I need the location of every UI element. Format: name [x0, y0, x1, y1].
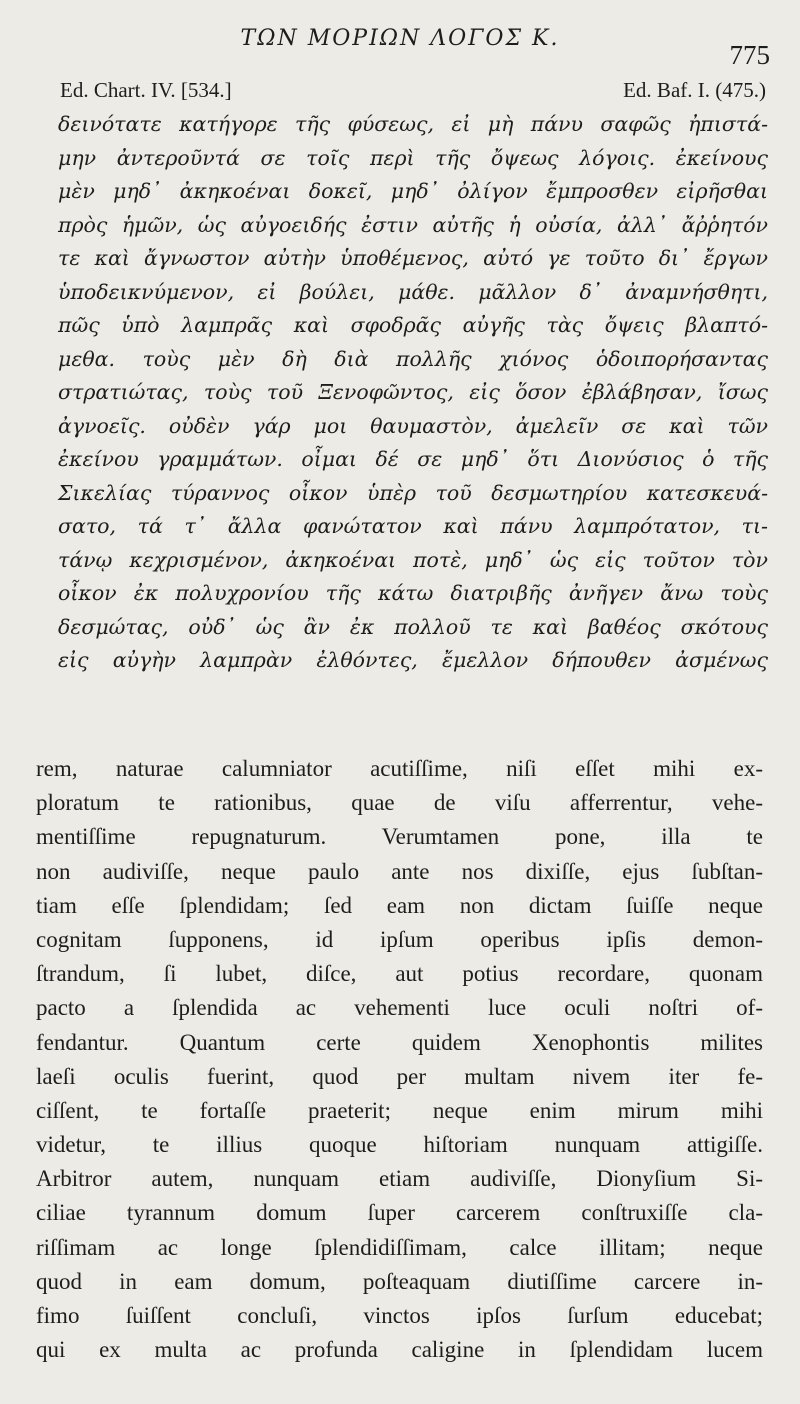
greek-text-line: δεινότατε κατήγορε τῆς φύσεως, εἰ μὴ πάνυ σαφῶς ἠπιστά- — [58, 112, 768, 136]
greek-text-line: μεθα. τοὺς μὲν δὴ διὰ πολλῆς χιόνος ὁδοιπορήσαντας — [58, 346, 768, 371]
latin-text-line: quod in eam domum, poſteaquam diutiſſime carcere in- — [36, 1268, 763, 1294]
latin-text-line: Arbitror autem, nunquam etiam audiviſſe, Dionyſium Si- — [36, 1166, 763, 1192]
greek-text-line: τε καὶ ἄγνωστον αὐτὴν ὑποθέμενος, αὐτό γε τοῦτο δι᾽ ἔργων — [58, 246, 768, 270]
page-number: 775 — [729, 40, 770, 70]
latin-text-line: mentiſſime repugnaturum. Verumtamen pone, illa te — [36, 824, 763, 850]
greek-text-line: δεσμώτας, οὐδ᾽ ὡς ἂν ἐκ πολλοῦ τε καὶ βαθέος σκότους — [58, 614, 768, 639]
running-title: ΤΩΝ ΜΟΡΙΩΝ ΛΟΓΟΣ Κ. — [240, 26, 560, 51]
latin-text-line: fimo ſuiſſent concluſi, vinctos ipſos ſurſum educebat; — [36, 1303, 763, 1328]
greek-text-line: ἀγνοεῖς. οὐδὲν γάρ μοι θαυμαστὸν, ἀμελεῖν σε καὶ τῶν — [58, 413, 768, 438]
greek-text-line: Σικελίας τύραννος οἶκον ὑπὲρ τοῦ δεσμωτηρίου κατεσκευά- — [58, 480, 768, 505]
greek-text-line: σατο, τά τ᾽ ἄλλα φανώτατον καὶ πάνυ λαμπρότατον, τι- — [58, 514, 768, 538]
latin-text-line: fendantur. Quantum certe quidem Xenophontis milites — [36, 1029, 763, 1055]
greek-text-block — [58, 108, 768, 678]
latin-text-block — [36, 752, 763, 1367]
latin-text-line: pacto a ſplendida ac vehementi luce oculi noſtri of- — [36, 995, 763, 1021]
latin-text-line: videtur, te illius quoque hiſtoriam nunquam attigiſſe. — [36, 1132, 763, 1158]
latin-text-line: ciliae tyrannum domum ſuper carcerem conſtruxiſſe cla- — [36, 1200, 763, 1226]
greek-text-line: εἰς αὐγὴν λαμπρὰν ἐλθόντες, ἔμελλον δήπουθεν ἀσμένως — [58, 648, 768, 672]
latin-text-line: laeſi oculis fuerint, quod per multam nivem iter fe- — [36, 1063, 763, 1089]
latin-text-line: ciſſent, te fortaſſe praeterit; neque enim mirum mihi — [36, 1097, 763, 1123]
greek-text-line: ἐκείνου γραμμάτων. οἶμαι δέ σε μηδ᾽ ὅτι Διονύσιος ὁ τῆς — [58, 447, 768, 471]
greek-text-line: πῶς ὑπὸ λαμπρᾶς καὶ σφοδρᾶς αὐγῆς τὰς ὄψεις βλαπτό- — [58, 313, 768, 337]
latin-text-line: non audiviſſe, neque paulo ante nos dixiſſe, ejus ſubſtan- — [36, 858, 763, 884]
edition-references — [60, 78, 766, 103]
latin-text-line: rem, naturae calumniator acutiſſime, niſi eſſet mihi ex- — [36, 756, 763, 781]
latin-text-line: ſtrandum, ſi lubet, diſce, aut potius recordare, quonam — [36, 961, 763, 987]
greek-text-line: ὑποδεικνύμενον, εἰ βούλει, μάθε. μᾶλλον δ᾽ ἀναμνήσθητι, — [58, 279, 768, 304]
latin-text-line: ploratum te rationibus, quae de viſu afferrentur, vehe- — [36, 790, 763, 816]
greek-text-line: μὲν μηδ᾽ ἀκηκοέναι δοκεῖ, μηδ᾽ ὀλίγον ἔμπροσθεν εἰρῆσθαι — [58, 179, 768, 203]
greek-text-line: πρὸς ἡμῶν, ὡς αὐγοειδής ἐστιν αὐτῆς ἡ οὐσία, ἀλλ᾽ ἄῤῥητόν — [58, 212, 768, 237]
latin-text-line: tiam eſſe ſplendidam; ſed eam non dictam ſuiſſe neque — [36, 892, 763, 918]
greek-text-line: τάνῳ κεχρισμένον, ἀκηκοέναι ποτὲ, μηδ᾽ ὡς εἰς τοῦτον τὸν — [58, 547, 768, 572]
edition-left: Ed. Chart. IV. [534.] — [60, 78, 232, 102]
latin-text-line: qui ex multa ac profunda caligine in ſplendidam lucem — [36, 1337, 763, 1363]
latin-text-line: riſſimam ac longe ſplendidiſſimam, calce illitam; neque — [36, 1234, 763, 1260]
greek-text-line: στρατιώτας, τοὺς τοῦ Ξενοφῶντος, εἰς ὅσον ἐβλάβησαν, ἴσως — [58, 380, 768, 404]
greek-text-line: οἶκον ἐκ πολυχρονίου τῆς κάτω διατριβῆς ἀνῆγεν ἄνω τοὺς — [58, 581, 768, 605]
edition-right: Ed. Baf. I. (475.) — [623, 78, 766, 102]
latin-text-line: cognitam ſupponens, id ipſum operibus ipſis demon- — [36, 926, 763, 952]
greek-text-line: μην ἀντεροῦντά σε τοῖς περὶ τῆς ὄψεως λόγοις. ἐκείνους — [58, 145, 768, 170]
